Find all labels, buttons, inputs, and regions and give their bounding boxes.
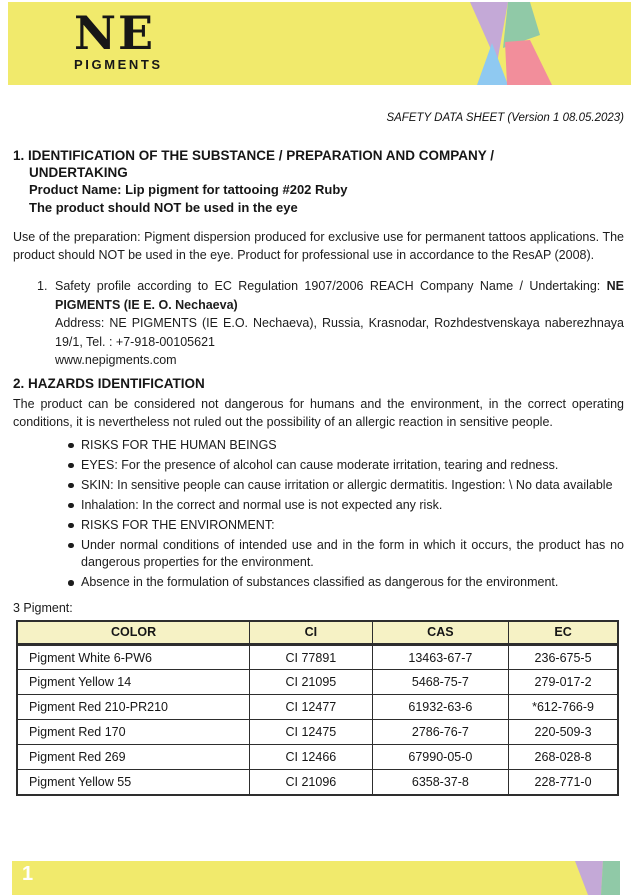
hazard-bullet-item	[68, 497, 624, 515]
reach-text: Safety profile according to EC Regulation 1907/2006 REACH Company Name / Undertaking:	[55, 279, 607, 293]
column-header-color: COLOR	[17, 621, 250, 645]
pigment-ci-cell: CI 12466	[250, 745, 373, 770]
pigment-ec-cell: 268-028-8	[509, 745, 618, 770]
company-address-line: Address: NE PIGMENTS (IE E.O. Nechaeva), Russia, Krasnodar, Rozhdestvenskaya naberezhnaya 19/1, Tel. : +7-918-00105621	[55, 316, 624, 349]
company-website: www.nepigments.com	[55, 353, 177, 367]
pigment-color-cell: Pigment White 6-PW6	[17, 645, 250, 670]
pigments-table-header	[17, 621, 618, 645]
bullet-icon	[68, 463, 74, 469]
pigments-table-body	[17, 645, 618, 795]
pigment-row	[17, 645, 618, 670]
pigment-row	[17, 770, 618, 795]
pigment-ci-cell: CI 21095	[250, 670, 373, 695]
hazard-bullet-item	[68, 457, 624, 475]
pigment-color-cell: Pigment Red 269	[17, 745, 250, 770]
header-row	[17, 621, 618, 645]
pigment-row	[17, 720, 618, 745]
pigment-ec-cell: 228-771-0	[509, 770, 618, 795]
bullet-icon	[68, 503, 74, 509]
purple-quad-shape	[575, 861, 603, 895]
pigment-row	[17, 695, 618, 720]
bullet-icon	[68, 580, 74, 586]
pigment-row	[17, 670, 618, 695]
pigment-cas-cell: 5468-75-7	[372, 670, 508, 695]
pigment-color-cell: Pigment Red 170	[17, 720, 250, 745]
pigment-color-cell: Pigment Red 210-PR210	[17, 695, 250, 720]
pigment-ec-cell: 220-509-3	[509, 720, 618, 745]
column-header-ec: EC	[509, 621, 618, 645]
bullet-icon	[68, 523, 74, 529]
pigment-row	[17, 745, 618, 770]
pigment-ci-cell: CI 21096	[250, 770, 373, 795]
pigment-cas-cell: 6358-37-8	[372, 770, 508, 795]
bullet-icon	[68, 443, 74, 449]
pigment-ec-cell: 279-017-2	[509, 670, 618, 695]
green-band-shape	[601, 861, 620, 895]
pigment-color-cell: Pigment Yellow 55	[17, 770, 250, 795]
pigment-ec-cell: *612-766-9	[509, 695, 618, 720]
pigment-ci-cell: CI 12477	[250, 695, 373, 720]
pigment-ec-cell: 236-675-5	[509, 645, 618, 670]
hazard-bullet-text: SKIN: In sensitive people can cause irritation or allergic dermatitis. Ingestion: \ No data available	[81, 477, 613, 492]
hazard-bullet-item	[68, 537, 624, 572]
company-name-bold: NE PIGMENTS (IE E. O. Nechaeva)	[55, 279, 624, 312]
pigments-table	[16, 620, 619, 796]
pigment-cas-cell: 67990-05-0	[372, 745, 508, 770]
column-header-ci: CI	[250, 621, 373, 645]
pigment-count-label: 3 Pigment:	[13, 600, 73, 615]
hazard-bullet-text: RISKS FOR THE ENVIRONMENT:	[81, 517, 275, 532]
hazard-bullet-text: Absence in the formulation of substances classified as dangerous for the environment.	[81, 575, 559, 589]
pigment-cas-cell: 61932-63-6	[372, 695, 508, 720]
list-item-number: 1.	[37, 279, 48, 293]
hazard-bullet-text: Inhalation: In the correct and normal use is not expected any risk.	[81, 497, 443, 512]
eye-warning-line: The product should NOT be used in the eye	[29, 200, 298, 215]
hazard-bullet-item	[68, 517, 624, 535]
pigment-cas-cell: 13463-67-7	[372, 645, 508, 670]
reach-undertaking-line	[55, 277, 624, 314]
section2-heading: 2. HAZARDS IDENTIFICATION	[13, 375, 205, 391]
document-body	[13, 0, 624, 796]
reach-list-item	[13, 277, 624, 370]
hazard-bullet-text: RISKS FOR THE HUMAN BEINGS	[81, 437, 277, 452]
logo-ne-text: NE	[74, 6, 156, 60]
section1-heading-line1: 1. IDENTIFICATION OF THE SUBSTANCE / PREPARATION AND COMPANY /	[13, 148, 495, 163]
bullet-icon	[68, 483, 74, 489]
footer-geometric-shapes-icon	[570, 861, 620, 895]
pigment-cas-cell: 2786-76-7	[372, 720, 508, 745]
bullet-icon	[68, 543, 74, 549]
product-name-line: Product Name: Lip pigment for tattooing #202 Ruby	[29, 182, 348, 197]
hazard-bullet-item	[68, 477, 624, 495]
logo-pigments-text: PIGMENTS	[74, 57, 163, 73]
hazard-bullet-item	[68, 437, 624, 455]
hazard-bullet-text: Under normal conditions of intended use and in the form in which it occurs, the product has no dangerous properties for the environment.	[81, 537, 624, 569]
hazards-intro-paragraph: The product can be considered not dangerous for humans and the environment, in the correct operating conditions, it is nevertheless not ruled out the possibility of an allergic reaction in sensitive people.	[13, 396, 624, 429]
use-of-preparation-paragraph: Use of the preparation: Pigment dispersion produced for exclusive use for permanent tattoos applications. The product should NOT be used in the eye. Product for professional use in accordance to the ResAP (2008).	[13, 230, 624, 262]
hazard-bullet-item	[68, 574, 624, 592]
sheet-title: SAFETY DATA SHEET (Version 1 08.05.2023)	[386, 112, 624, 124]
footer-brand-band	[12, 861, 620, 895]
page-number: 1	[22, 863, 34, 885]
column-header-cas: CAS	[372, 621, 508, 645]
section1-heading-line2: UNDERTAKING	[29, 165, 128, 180]
pigment-ci-cell: CI 12475	[250, 720, 373, 745]
pigment-color-cell: Pigment Yellow 14	[17, 670, 250, 695]
hazards-bullet-list	[13, 437, 624, 592]
section1-heading	[13, 147, 624, 181]
pigment-ci-cell: CI 77891	[250, 645, 373, 670]
hazard-bullet-text: EYES: For the presence of alcohol can cause moderate irritation, tearing and redness.	[81, 457, 559, 472]
